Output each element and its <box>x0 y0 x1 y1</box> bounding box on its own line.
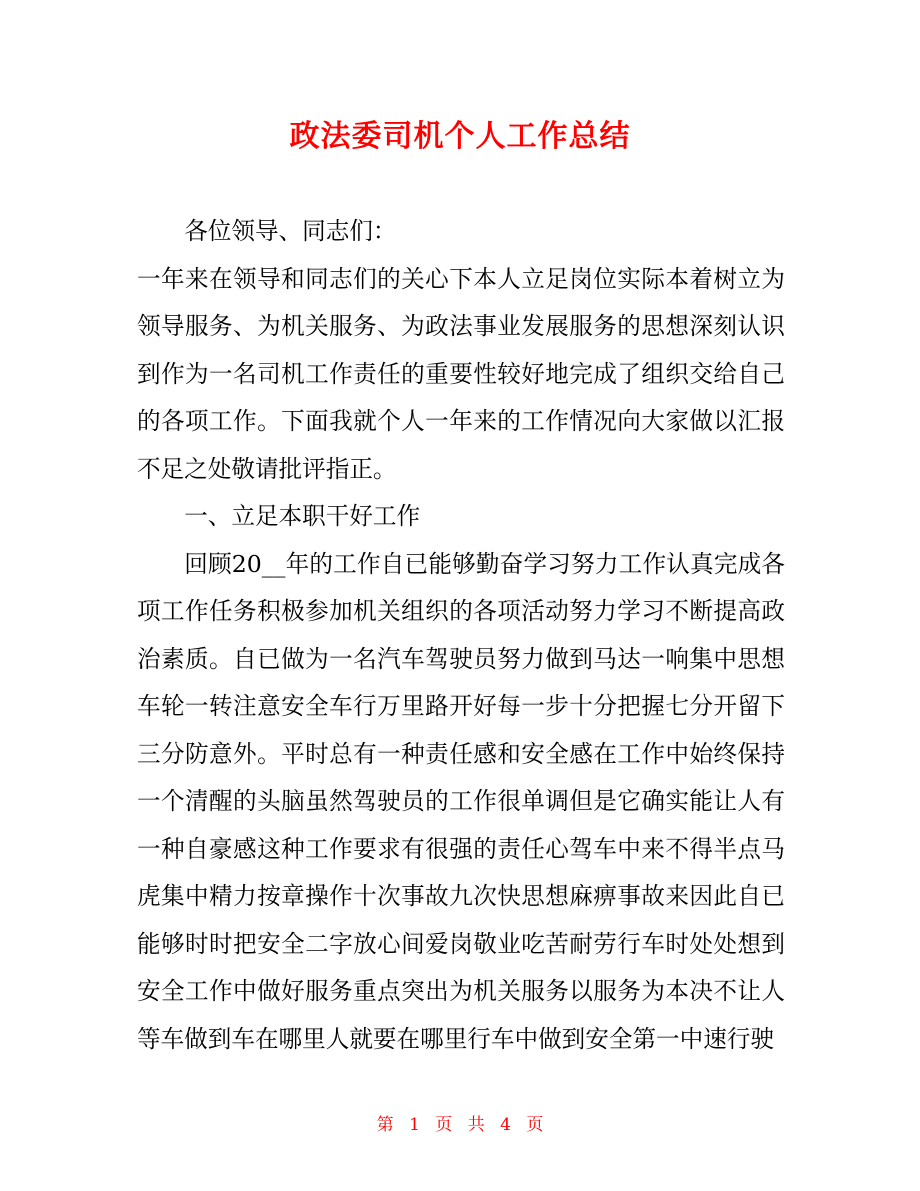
greeting-paragraph: 各位领导、同志们： <box>184 217 397 245</box>
footer-total-word: 共 <box>467 1115 485 1135</box>
footer-page-word: 页 <box>435 1115 453 1135</box>
footer-page-word: 第 <box>376 1115 394 1135</box>
footer-page-word: 页 <box>526 1115 544 1135</box>
page-footer <box>0 1113 920 1137</box>
section-body-paragraph: 回顾20__年的工作自已能够勤奋学习努力工作认真完成各项工作任务积极参加机关组织的各项活动努力学习不断提高政治素质。自已做为一名汽车驾驶员努力做到马达一响集中思想车轮一转注意安全车行万里路开好每一步十分把握七分开留下三分防意外。平时总有一种责任感和安全感在工作中始终保持一个清醒的头脑虽然驾驶员的工作很单调但是它确实能让人有一种自豪感这种工作要求有很强的责任心驾车中来不得半点马虎集中精力按章操作十次事故九次快思想麻痹事故来因此自已能够时时把安全二字放心间爱岗敬业吃苦耐劳行车时处处想到安全工作中做好服务重点突出为机关服务以服务为本决不让人等车做到车在哪里人就要在哪里行车中做到安全第一中速行驶 <box>137 549 785 1053</box>
footer-total-pages: 4 <box>500 1115 511 1135</box>
section-heading: 一、立足本职干好工作 <box>184 502 421 530</box>
document-body <box>137 208 785 1063</box>
footer-current-page: 1 <box>409 1115 420 1135</box>
intro-paragraph: 一年来在领导和同志们的关心下本人立足岗位实际本着树立为领导服务、为机关服务、为政法事业发展服务的思想深刻认识到作为一名司机工作责任的重要性较好地完成了组织交给自己的各项工作。下面我就个人一年来的工作情况向大家做以汇报不足之处敬请批评指正。 <box>137 264 785 483</box>
document-title: 政法委司机个人工作总结 <box>289 119 631 154</box>
